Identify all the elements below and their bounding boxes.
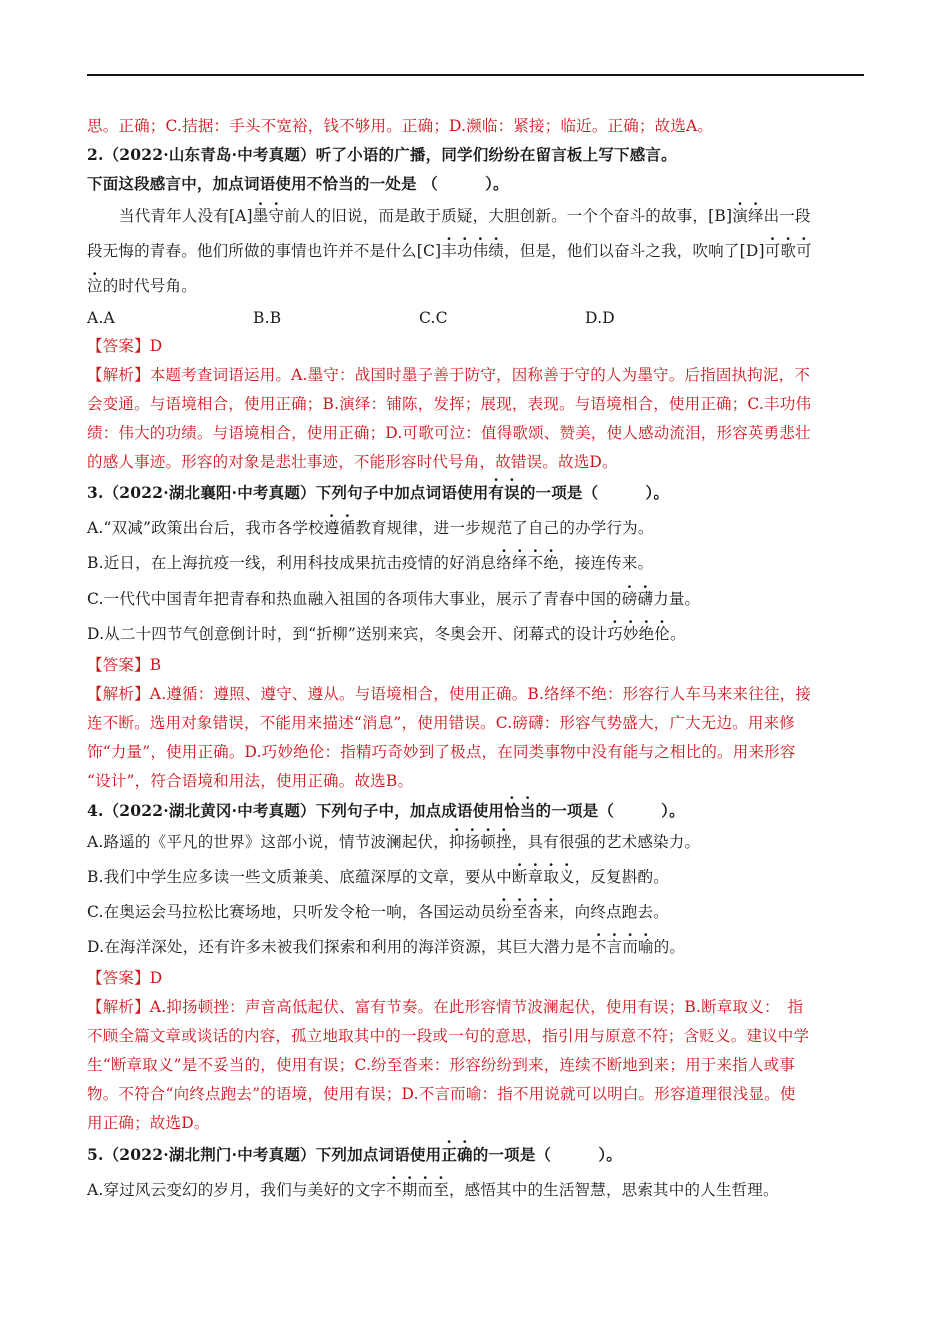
option-line: C.一代代中国青年把青春和热血融入祖国的各项伟大事业，展示了青春中国的磅礴力量。 xyxy=(87,590,701,608)
answer-label: 【答案】D xyxy=(87,969,163,987)
option-line: B.近日，在上海抗疫一线，利用科技成果抗击疫情的好消息络绎不绝，接连传来。 xyxy=(87,554,654,572)
passage-line: 泣的时代号角。 xyxy=(87,277,197,295)
option-d: D.D xyxy=(585,309,615,327)
answer-label: 【答案】D xyxy=(87,337,163,355)
passage-line: 段无悔的青春。他们所做的事情也许并不是什么[C]丰功伟绩，但是，他们以奋斗之我，吹响了[D]可歌可 xyxy=(87,242,812,260)
question-3-title: 3.（2022·湖北襄阳·中考真题）下列句子中加点词语使用有误的一项是（ ）。 xyxy=(87,483,670,502)
question-2-prompt: 下面这段感言中，加点词语使用不恰当的一处是 （ ）。 xyxy=(87,174,509,193)
explanation-line: 物。不符合“向终点跑去”的语境，使用有误；D.不言而喻：指不用说就可以明白。形容道理很浅显。使 xyxy=(87,1085,796,1103)
answer-label: 【答案】B xyxy=(87,656,162,674)
option-c: C.C xyxy=(419,309,448,327)
option-line: D.从二十四节气创意倒计时，到“折柳”送别来宾，冬奥会开、闭幕式的设计巧妙绝伦。 xyxy=(87,625,686,643)
question-2-options xyxy=(87,308,751,328)
explanation-line: 不顾全篇文章或谈话的内容，孤立地取其中的一段或一句的意思，指引用与原意不符；含贬义。建议中学 xyxy=(87,1027,810,1045)
question-2-title: 2.（2022·山东青岛·中考真题）听了小语的广播，同学们纷纷在留言板上写下感言。 xyxy=(87,145,677,164)
option-line: A.“双减”政策出台后，我市各学校遵循教育规律，进一步规范了自己的办学行为。 xyxy=(87,519,654,537)
explanation-line: 【解析】A.遵循：遵照、遵守、遵从。与语境相合，使用正确。B.络绎不绝：形容行人车马来来往往，接 xyxy=(87,685,812,703)
option-line: D.在海洋深处，还有许多未被我们探索和利用的海洋资源，其巨大潜力是不言而喻的。 xyxy=(87,938,686,956)
option-b: B.B xyxy=(253,309,282,327)
explanation-line: 【解析】A.抑扬顿挫：声音高低起伏、富有节奏。在此形容情节波澜起伏，使用有误；B.断章取义： 指 xyxy=(87,998,804,1016)
option-a: A.A xyxy=(87,309,115,327)
explanation-line: 用正确；故选D。 xyxy=(87,1114,210,1132)
passage-line: 当代青年人没有[A]墨守前人的旧说，而是敢于质疑，大胆创新。一个个奋斗的故事，[B]演绎出一段 xyxy=(119,207,811,225)
option-line: B.我们中学生应多读一些文质兼美、底蕴深厚的文章，要从中断章取义，反复斟酌。 xyxy=(87,868,669,886)
option-line: A.路遥的《平凡的世界》这部小说，情节波澜起伏，抑扬顿挫，具有很强的艺术感染力。 xyxy=(87,833,701,851)
option-line: A.穿过风云变幻的岁月，我们与美好的文字不期而至，感悟其中的生活智慧，思索其中的人生哲理。 xyxy=(87,1181,779,1199)
explanation-line: 【解析】本题考查词语运用。A.墨守：战国时墨子善于防守，因称善于守的人为墨守。后指固执拘泥，不 xyxy=(87,366,811,384)
explanation-line: 连不断。选用对象错误，不能用来描述“消息”，使用错误。C.磅礴：形容气势盛大，广大无边。用来修 xyxy=(87,714,795,732)
header-rule xyxy=(87,74,864,76)
explanation-line: 的感人事迹。形容的对象是悲壮事迹，不能形容时代号角，故错误。故选D。 xyxy=(87,453,618,471)
question-4-title: 4.（2022·湖北黄冈·中考真题）下列句子中，加点成语使用恰当的一项是（ ）。 xyxy=(87,801,685,820)
option-line: C.在奥运会马拉松比赛场地，只听发令枪一响，各国运动员纷至沓来，向终点跑去。 xyxy=(87,903,669,921)
explanation-line: 饰“力量”，使用正确。D.巧妙绝伦：指精巧奇妙到了极点，在同类事物中没有能与之相比的。用来形容 xyxy=(87,743,796,761)
explanation-line: 思。正确；C.拮据：手头不宽裕，钱不够用。正确；D.濒临：紧接；临近。正确；故选A。 xyxy=(87,117,714,135)
explanation-line: “设计”，符合语境和用法，使用正确。故选B。 xyxy=(87,772,414,790)
explanation-line: 绩：伟大的功绩。与语境相合，使用正确；D.可歌可泣：值得歌颂、赞美，使人感动流泪，形容英勇悲壮 xyxy=(87,424,811,442)
explanation-line: 会变通。与语境相合，使用正确；B.演绎：铺陈，发挥；展现，表现。与语境相合，使用正确；C.丰功伟 xyxy=(87,395,812,413)
explanation-line: 生“断章取义”是不妥当的，使用有误；C.纷至沓来：形容纷纷到来，连续不断地到来；用于来指人或事 xyxy=(87,1056,795,1074)
question-5-title: 5.（2022·湖北荆门·中考真题）下列加点词语使用正确的一项是（ ）。 xyxy=(87,1145,622,1164)
